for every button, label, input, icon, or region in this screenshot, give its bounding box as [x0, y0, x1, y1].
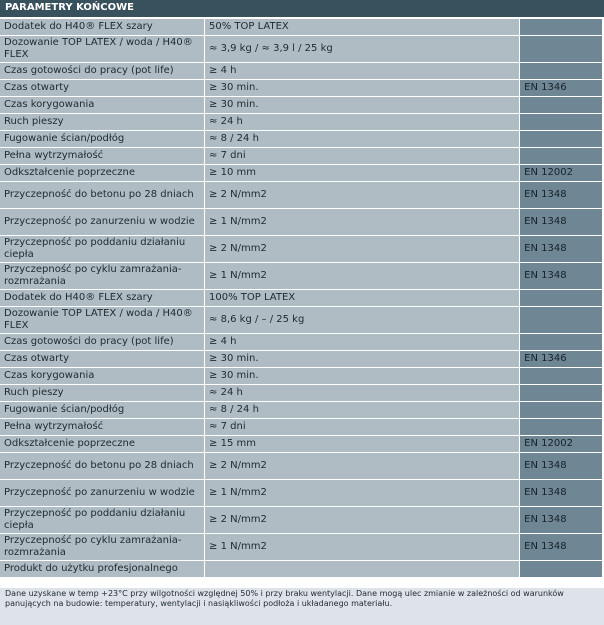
parameter-value: ≥ 30 min. [205, 80, 519, 96]
table-row [0, 80, 602, 96]
parameter-value: ≥ 2 N/mm2 [205, 453, 519, 479]
parameter-value: ≥ 1 N/mm2 [205, 263, 519, 289]
parameter-norm [520, 19, 602, 35]
parameter-norm [520, 290, 602, 306]
parameter-norm: EN 1346 [520, 351, 602, 367]
parameter-value: 50% TOP LATEX [205, 19, 519, 35]
parameter-label: Czas otwarty [0, 80, 204, 96]
table-row [0, 63, 602, 79]
parameter-label: Przyczepność po cyklu zamrażania-rozmrażania [0, 534, 204, 560]
parameter-label: Odkształcenie poprzeczne [0, 436, 204, 452]
table-row [0, 307, 602, 333]
table-row [0, 19, 602, 35]
parameter-label: Przyczepność po zanurzeniu w wodzie [0, 480, 204, 506]
table-row [0, 182, 602, 208]
parameter-value: ≈ 24 h [205, 385, 519, 401]
parameter-norm: EN 1348 [520, 263, 602, 289]
parameter-value: ≥ 4 h [205, 63, 519, 79]
parameter-value: ≥ 30 min. [205, 97, 519, 113]
parameter-label: Dodatek do H40® FLEX szary [0, 290, 204, 306]
parameter-label: Przyczepność po zanurzeniu w wodzie [0, 209, 204, 235]
parameter-norm: EN 12002 [520, 436, 602, 452]
parameter-label: Czas gotowości do pracy (pot life) [0, 63, 204, 79]
parameter-value: ≥ 4 h [205, 334, 519, 350]
parameter-norm [520, 131, 602, 147]
table-row [0, 114, 602, 130]
parameter-value: ≥ 1 N/mm2 [205, 480, 519, 506]
table-row [0, 351, 602, 367]
panel-header [0, 0, 604, 17]
parameter-norm: EN 1348 [520, 507, 602, 533]
parameter-value: 100% TOP LATEX [205, 290, 519, 306]
parameter-value: ≥ 15 mm [205, 436, 519, 452]
parameter-value: ≈ 7 dni [205, 419, 519, 435]
table-row [0, 131, 602, 147]
parameters-table-wrap [0, 18, 604, 578]
parameter-norm [520, 97, 602, 113]
parameter-label: Czas korygowania [0, 368, 204, 384]
parameter-value: ≥ 1 N/mm2 [205, 209, 519, 235]
parameter-label: Fugowanie ścian/podłóg [0, 402, 204, 418]
table-row [0, 453, 602, 479]
parameter-label: Dodatek do H40® FLEX szary [0, 19, 204, 35]
parameter-label: Przyczepność do betonu po 28 dniach [0, 182, 204, 208]
parameter-label: Przyczepność do betonu po 28 dniach [0, 453, 204, 479]
table-row [0, 480, 602, 506]
parameter-norm: EN 1348 [520, 453, 602, 479]
parameter-norm [520, 385, 602, 401]
parameter-label: Przyczepność po poddaniu działaniu ciepła [0, 236, 204, 262]
parameter-value: ≈ 8,6 kg / – / 25 kg [205, 307, 519, 333]
table-row [0, 334, 602, 350]
table-row [0, 148, 602, 164]
parameter-norm [520, 334, 602, 350]
parameter-label: Ruch pieszy [0, 114, 204, 130]
table-row [0, 507, 602, 533]
table-row [0, 561, 602, 577]
parameter-norm: EN 1348 [520, 480, 602, 506]
parameters-table [0, 18, 603, 578]
table-row [0, 290, 602, 306]
parameter-label: Przyczepność po cyklu zamrażania-rozmrażania [0, 263, 204, 289]
parameter-value: ≈ 7 dni [205, 148, 519, 164]
parameter-value: ≥ 1 N/mm2 [205, 534, 519, 560]
parameter-value: ≈ 8 / 24 h [205, 131, 519, 147]
parameter-label: Dozowanie TOP LATEX / woda / H40® FLEX [0, 36, 204, 62]
table-row [0, 209, 602, 235]
table-row [0, 436, 602, 452]
parameter-label: Czas gotowości do pracy (pot life) [0, 334, 204, 350]
table-row [0, 97, 602, 113]
parameter-norm [520, 63, 602, 79]
table-row [0, 165, 602, 181]
parameter-label: Pełna wytrzymałość [0, 419, 204, 435]
parameter-value: ≥ 10 mm [205, 165, 519, 181]
parameter-label: Pełna wytrzymałość [0, 148, 204, 164]
table-row [0, 36, 602, 62]
parameter-label: Czas otwarty [0, 351, 204, 367]
parameter-value: ≥ 2 N/mm2 [205, 236, 519, 262]
parameter-label: Ruch pieszy [0, 385, 204, 401]
parameter-value: ≈ 3,9 kg / ≈ 3,9 l / 25 kg [205, 36, 519, 62]
footer-note-box [0, 588, 604, 625]
parameter-label: Odkształcenie poprzeczne [0, 165, 204, 181]
parameters-table-body [0, 19, 602, 577]
parameter-value: ≥ 30 min. [205, 368, 519, 384]
table-row [0, 402, 602, 418]
parameter-norm [520, 368, 602, 384]
parameter-value: ≥ 2 N/mm2 [205, 182, 519, 208]
parameter-norm: EN 1348 [520, 182, 602, 208]
parameter-value: ≈ 24 h [205, 114, 519, 130]
parameter-norm: EN 1348 [520, 534, 602, 560]
parameter-norm: EN 12002 [520, 165, 602, 181]
parameter-label: Produkt do użytku profesjonalnego [0, 561, 204, 577]
parameter-label: Dozowanie TOP LATEX / woda / H40® FLEX [0, 307, 204, 333]
parameter-norm: EN 1348 [520, 209, 602, 235]
parameter-value: ≥ 30 min. [205, 351, 519, 367]
parameter-value: ≈ 8 / 24 h [205, 402, 519, 418]
parameter-label: Przyczepność po poddaniu działaniu ciepła [0, 507, 204, 533]
parameter-norm [520, 307, 602, 333]
parameter-norm [520, 148, 602, 164]
parameter-norm: EN 1348 [520, 236, 602, 262]
parameter-value [205, 561, 519, 577]
parameter-norm [520, 419, 602, 435]
parameter-norm [520, 114, 602, 130]
panel-title: PARAMETRY KOŃCOWE [5, 2, 134, 13]
table-row [0, 263, 602, 289]
parameter-norm [520, 561, 602, 577]
parameter-label: Czas korygowania [0, 97, 204, 113]
table-row [0, 534, 602, 560]
footer-note: Dane uzyskane w temp +23°C przy wilgotności względnej 50% i przy braku wentylacji. Dane mogą ulec zmianie w zależności od warunków panujących na budowie: temperatury, wentylacji i nasiąkliwości podłoża i układanego materiału. [5, 589, 564, 608]
parameter-norm [520, 36, 602, 62]
table-row [0, 385, 602, 401]
table-row [0, 236, 602, 262]
table-row [0, 419, 602, 435]
parameter-norm [520, 402, 602, 418]
parameter-value: ≥ 2 N/mm2 [205, 507, 519, 533]
parameter-norm: EN 1346 [520, 80, 602, 96]
table-row [0, 368, 602, 384]
parameter-label: Fugowanie ścian/podłóg [0, 131, 204, 147]
